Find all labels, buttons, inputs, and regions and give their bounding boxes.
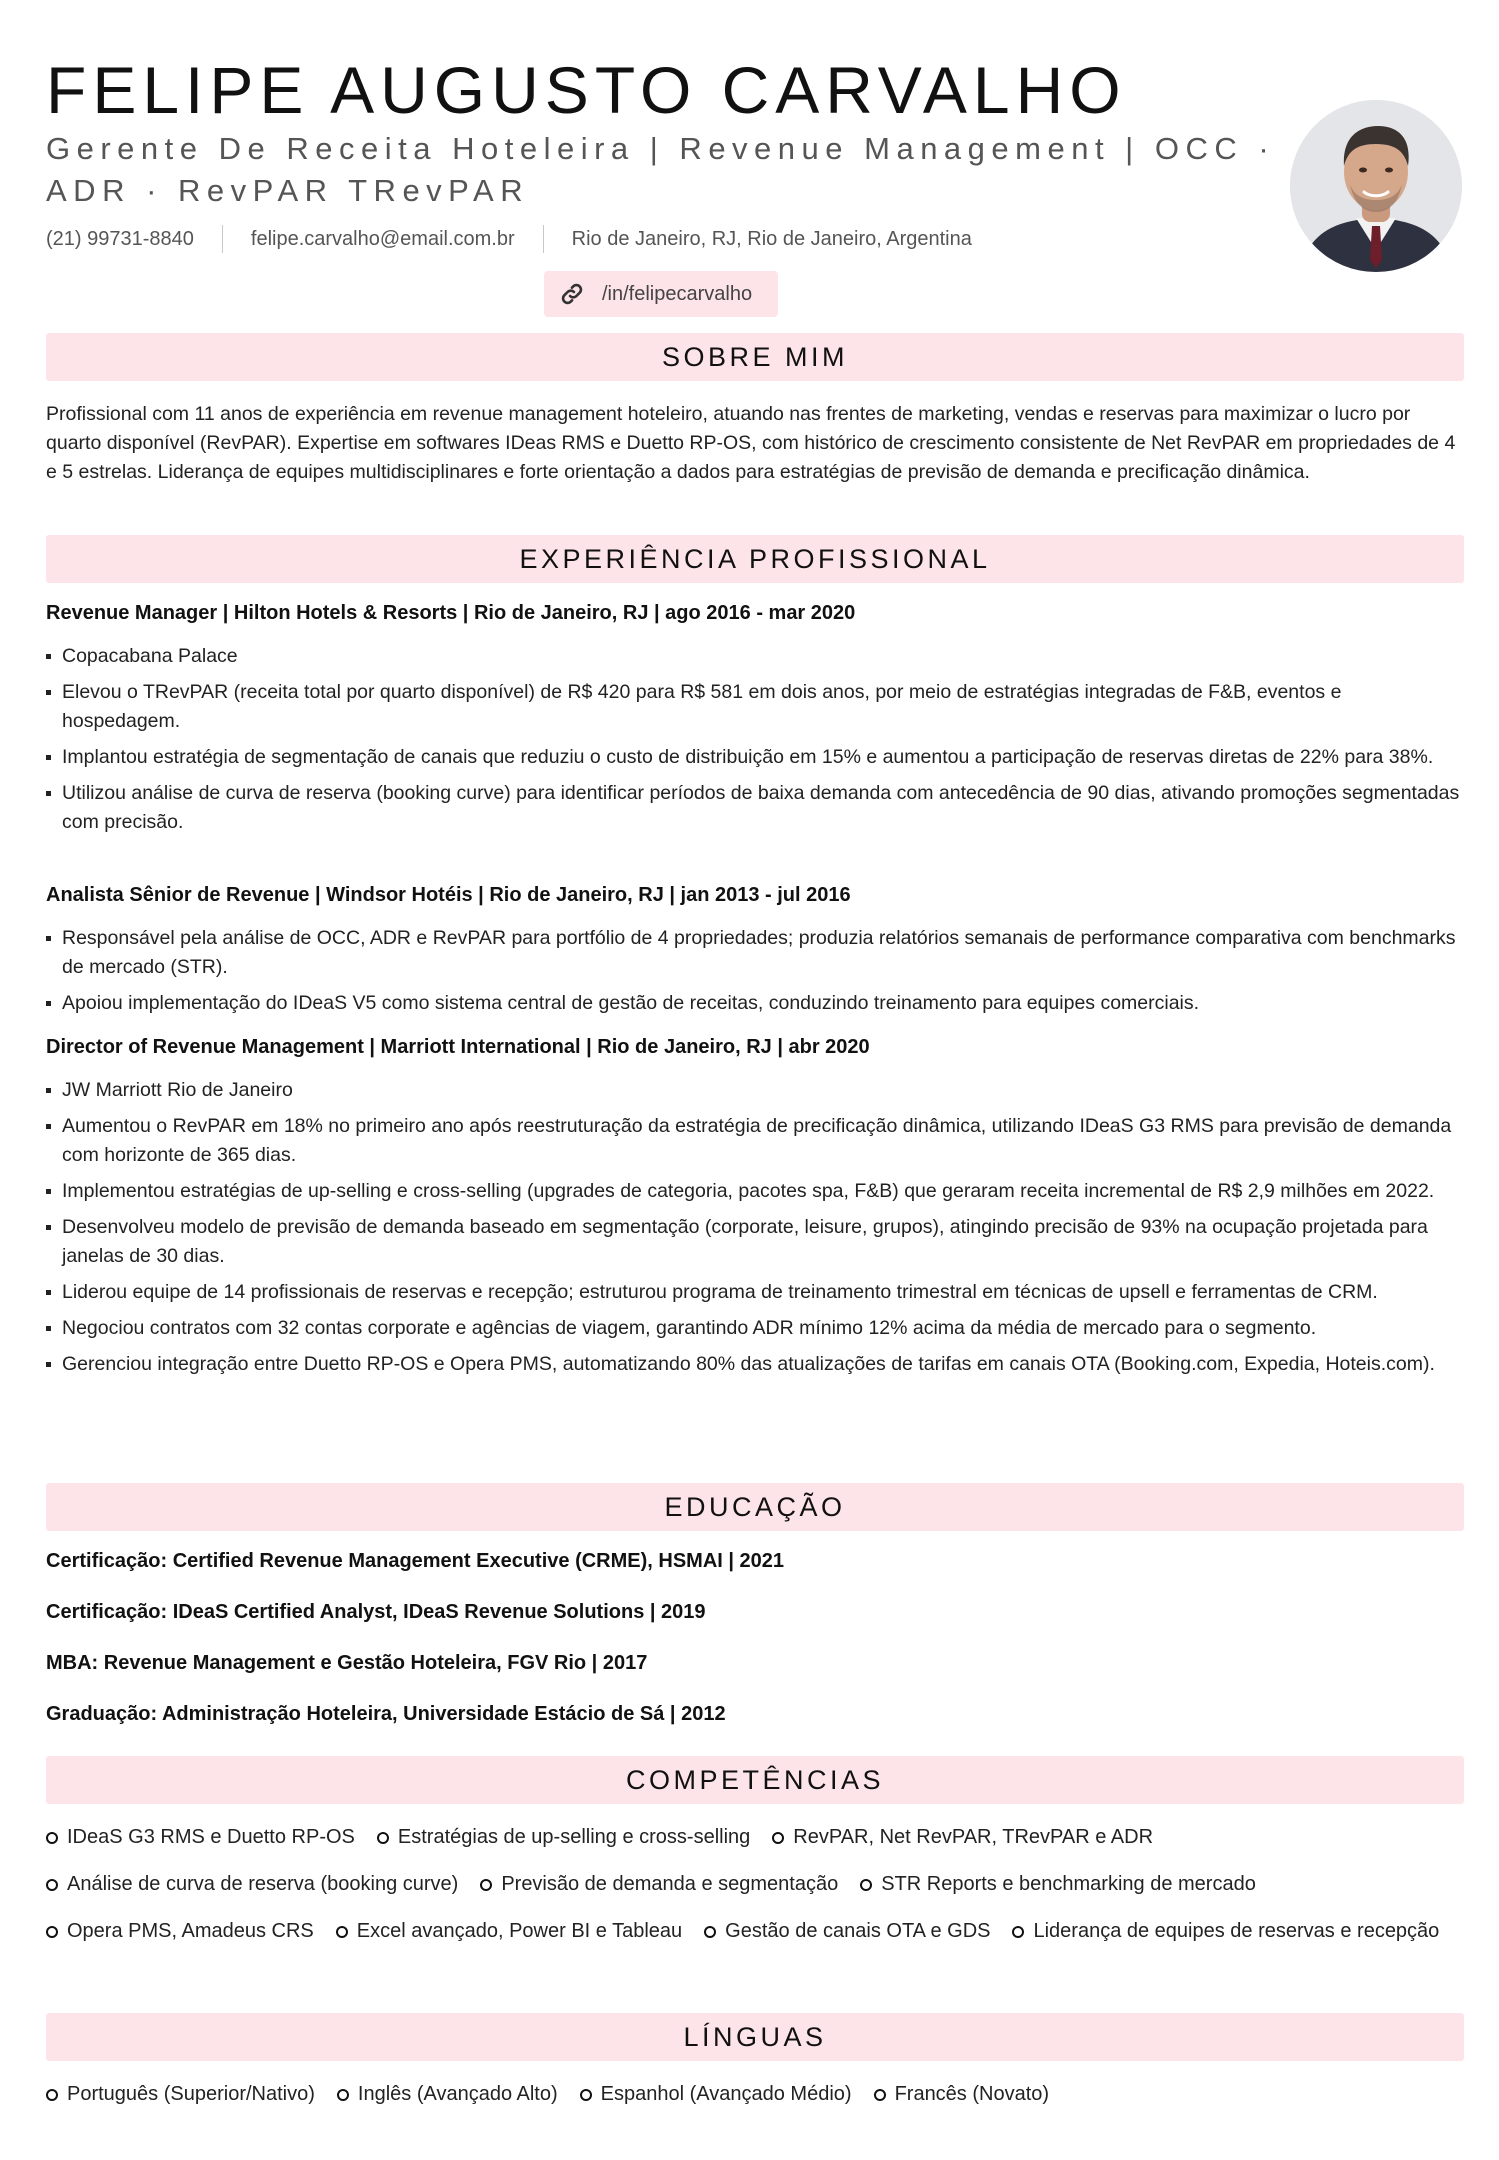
skill-tag: Excel avançado, Power BI e Tableau (336, 1908, 682, 1955)
skill-tag: IDeaS G3 RMS e Duetto RP-OS (46, 1814, 355, 1861)
section-heading-languages: LÍNGUAS (46, 2013, 1464, 2061)
bullet-ring-icon (580, 2089, 592, 2101)
education-item: Graduação: Administração Hoteleira, Universidade Estácio de Sá | 2012 (46, 1703, 726, 1725)
job-bullets (46, 924, 1464, 1025)
skill-tag: Gestão de canais OTA e GDS (704, 1908, 990, 1955)
language-tag: Português (Superior/Nativo) (46, 2071, 315, 2118)
list-item: Implantou estratégia de segmentação de canais que reduziu o custo de distribuição em 15% e aumentou a participação de reservas diretas de 22% para 38%. (46, 743, 1464, 772)
section-heading-experience: EXPERIÊNCIA PROFISSIONAL (46, 535, 1464, 583)
job-title: Director of Revenue Management | Marriott International | Rio de Janeiro, RJ | abr 2020 (46, 1036, 870, 1058)
bullet-ring-icon (46, 1832, 58, 1844)
skill-tag: Liderança de equipes de reservas e recepção (1012, 1908, 1439, 1955)
job-bullets (46, 642, 1464, 844)
education-item: MBA: Revenue Management e Gestão Hoteleira, FGV Rio | 2017 (46, 1652, 648, 1674)
bullet-ring-icon (46, 1879, 58, 1891)
skill-tag: RevPAR, Net RevPAR, TRevPAR e ADR (772, 1814, 1153, 1861)
bullet-ring-icon (46, 2089, 58, 2101)
candidate-headline: Gerente De Receita Hoteleira | Revenue Management | OCC · ADR · RevPAR TRevPAR (46, 131, 1276, 208)
bullet-ring-icon (337, 2089, 349, 2101)
link-chain-icon (560, 282, 584, 306)
skills-list (46, 1814, 1464, 1955)
bullet-ring-icon (874, 2089, 886, 2101)
section-heading-about: SOBRE MIM (46, 333, 1464, 381)
job-title: Analista Sênior de Revenue | Windsor Hotéis | Rio de Janeiro, RJ | jan 2013 - jul 2016 (46, 884, 851, 906)
location-text: Rio de Janeiro, RJ, Rio de Janeiro, Argentina (571, 227, 972, 250)
bullet-ring-icon (480, 1879, 492, 1891)
languages-list (46, 2071, 1464, 2118)
email-link[interactable]: felipe.carvalho@email.com.br (250, 227, 515, 250)
list-item: Implementou estratégias de up-selling e cross-selling (upgrades de categoria, pacotes spa, F&B) que geraram receita incremental de R$ 2,9 milhões em 2022. (46, 1177, 1464, 1206)
language-tag: Inglês (Avançado Alto) (337, 2071, 558, 2118)
list-item: Desenvolveu modelo de previsão de demanda baseado em segmentação (corporate, leisure, grupos), atingindo precisão de 93% na ocupação projetada para janelas de 30 dias. (46, 1213, 1464, 1271)
bullet-ring-icon (704, 1926, 716, 1938)
education-item: Certificação: IDeaS Certified Analyst, IDeaS Revenue Solutions | 2019 (46, 1601, 706, 1623)
education-item: Certificação: Certified Revenue Management Executive (CRME), HSMAI | 2021 (46, 1550, 785, 1572)
profile-photo (1290, 100, 1462, 272)
list-item: Elevou o TRevPAR (receita total por quarto disponível) de R$ 420 para R$ 581 em dois anos, por meio de estratégias integradas de F&B, eventos e hospedagem. (46, 678, 1464, 736)
skill-tag: STR Reports e benchmarking de mercado (860, 1861, 1256, 1908)
list-item: Copacabana Palace (46, 642, 1464, 671)
skill-tag: Previsão de demanda e segmentação (480, 1861, 838, 1908)
about-paragraph: Profissional com 11 anos de experiência em revenue management hoteleiro, atuando nas frentes de marketing, vendas e reservas para maximizar o lucro por quarto disponível (RevPAR). Expertise em softwares IDeas RMS e Duetto RP-OS, com histórico de crescimento consistente de Net RevPAR em propriedades de 4 e 5 estrelas. Liderança de equipes multidisciplinares e forte orientação a dados para estratégias de previsão de demanda e precificação dinâmica. (46, 403, 1456, 483)
list-item: Apoiou implementação do IDeaS V5 como sistema central de gestão de receitas, conduzindo treinamento para equipes comerciais. (46, 989, 1464, 1018)
linkedin-label: /in/felipecarvalho (602, 282, 753, 305)
section-heading-skills: COMPETÊNCIAS (46, 1756, 1464, 1804)
candidate-name: FELIPE AUGUSTO CARVALHO (46, 53, 1127, 127)
list-item: Responsável pela análise de OCC, ADR e RevPAR para portfólio de 4 propriedades; produzia relatórios semanais de performance comparativa com benchmarks de mercado (STR). (46, 924, 1464, 982)
list-item: JW Marriott Rio de Janeiro (46, 1076, 1464, 1105)
list-item: Negociou contratos com 32 contas corporate e agências de viagem, garantindo ADR mínimo 12% acima da média de mercado para o segmento. (46, 1314, 1464, 1343)
list-item: Gerenciou integração entre Duetto RP-OS e Opera PMS, automatizando 80% das atualizações de tarifas em canais OTA (Booking.com, Expedia, Hoteis.com). (46, 1350, 1464, 1379)
list-item: Liderou equipe de 14 profissionais de reservas e recepção; estruturou programa de treinamento trimestral em técnicas de upsell e ferramentas de CRM. (46, 1278, 1464, 1307)
bullet-ring-icon (860, 1879, 872, 1891)
bullet-ring-icon (1012, 1926, 1024, 1938)
bullet-ring-icon (377, 1832, 389, 1844)
job-bullets (46, 1076, 1464, 1386)
job-title: Revenue Manager | Hilton Hotels & Resorts | Rio de Janeiro, RJ | ago 2016 - mar 2020 (46, 602, 856, 624)
skill-tag: Estratégias de up-selling e cross-selling (377, 1814, 750, 1861)
language-tag: Francês (Novato) (874, 2071, 1050, 2118)
list-item: Aumentou o RevPAR em 18% no primeiro ano após reestruturação da estratégia de precificação dinâmica, utilizando IDeaS G3 RMS para previsão de demanda com horizonte de 365 dias. (46, 1112, 1464, 1170)
bullet-ring-icon (336, 1926, 348, 1938)
language-tag: Espanhol (Avançado Médio) (580, 2071, 852, 2118)
bullet-ring-icon (772, 1832, 784, 1844)
linkedin-link[interactable] (544, 271, 778, 317)
contact-row (46, 224, 1000, 254)
skill-tag: Análise de curva de reserva (booking curve) (46, 1861, 458, 1908)
list-item: Utilizou análise de curva de reserva (booking curve) para identificar períodos de baixa demanda com antecedência de 90 dias, ativando promoções segmentadas com precisão. (46, 779, 1464, 837)
bullet-ring-icon (46, 1926, 58, 1938)
skill-tag: Opera PMS, Amadeus CRS (46, 1908, 314, 1955)
phone-text: (21) 99731-8840 (46, 227, 194, 250)
section-heading-education: EDUCAÇÃO (46, 1483, 1464, 1531)
